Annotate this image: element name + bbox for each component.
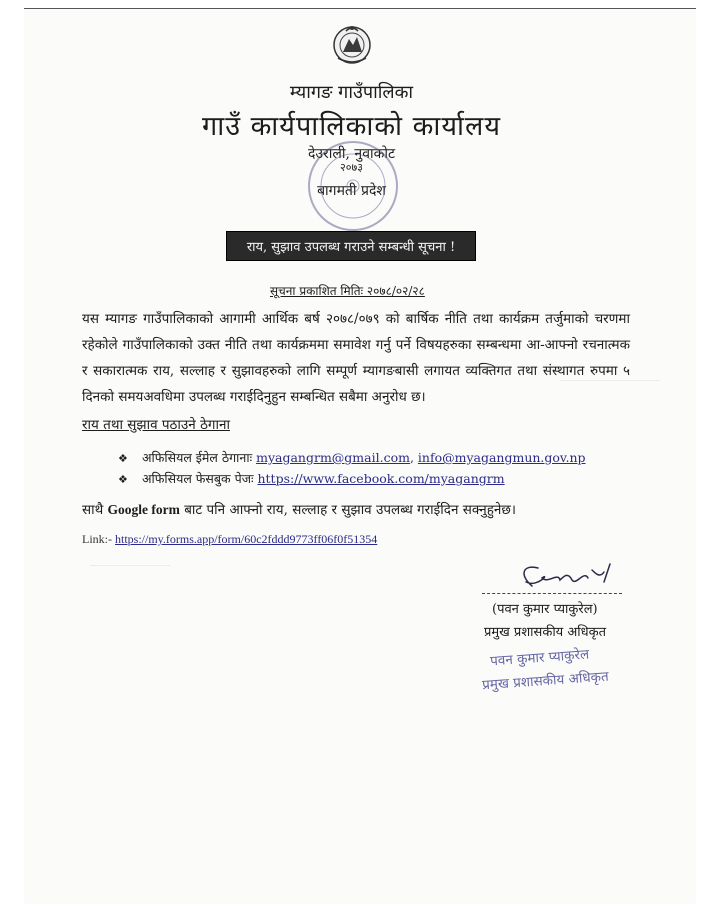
bleed-through-mark — [90, 565, 170, 566]
office-address-line1: देउराली, नुवाकोट — [307, 146, 396, 162]
signatory-stamp-name: पवन कुमार प्याकुरेल — [489, 646, 590, 670]
email-link-primary[interactable]: myagangrm@gmail.com — [256, 450, 410, 465]
signatory-title: प्रमुख प्रशासकीय अधिकृत — [484, 625, 607, 640]
email-link-secondary[interactable]: info@myagangmun.gov.np — [417, 450, 586, 465]
facebook-contact-row — [118, 470, 505, 487]
signatory-name: (पवन कुमार प्याकुरेल) — [492, 602, 598, 617]
google-form-brand: Google form — [107, 502, 180, 517]
form-link-label: Link:- — [82, 532, 112, 546]
office-round-stamp-icon — [305, 138, 401, 234]
published-date: सूचना प्रकाशित मितिः २०७८/०२/२८ — [270, 284, 425, 298]
municipality-name: म्यागङ गाउँपालिका — [289, 82, 414, 103]
office-name: गाउँ कार्यपालिकाको कार्यालय — [202, 111, 501, 142]
notice-title-banner — [226, 231, 476, 261]
google-form-note — [82, 500, 516, 518]
form-link-row — [82, 532, 377, 547]
google-form-suffix: बाट पनि आफ्नो राय, सल्लाह र सुझाव उपलब्ध गराईदिन सक्नुहुनेछ। — [184, 502, 516, 518]
submission-heading: राय तथा सुझाव पठाउने ठेगाना — [82, 417, 230, 433]
signature-line — [482, 593, 622, 594]
nepal-emblem-icon — [330, 22, 374, 66]
established-year: २०७३ — [340, 161, 363, 174]
diamond-bullet-icon: ❖ — [118, 452, 128, 465]
notice-title: राय, सुझाव उपलब्ध गराउने सम्बन्धी सूचना ! — [246, 240, 456, 255]
facebook-link[interactable]: https://www.facebook.com/myagangrm — [257, 471, 505, 486]
email-label: अफिसियल ईमेल ठेगानाः — [141, 450, 253, 465]
diamond-bullet-icon: ❖ — [118, 473, 128, 486]
form-link[interactable]: https://my.forms.app/form/60c2fddd9773ff06f0f51354 — [115, 532, 378, 546]
google-form-prefix: साथै — [82, 502, 104, 518]
signatory-stamp-title: प्रमुख प्रशासकीय अधिकृत — [481, 668, 610, 694]
office-address-line2: बागमती प्रदेश — [317, 183, 386, 199]
notice-body: यस म्यागङ गाउँपालिकाको आगामी आर्थिक बर्ष २०७८/०७९ को बार्षिक नीति तथा कार्यक्रम तर्जुमाको चरणमा रहेकोले गाउँपालिकाको उक्त नीति तथा कार्यक्रममा समावेश गर्नु पर्ने विषयहरुका सम्बन्धमा आ-आफ्नो रचनात्मक र सकारात्मक राय, सल्लाह र सुझावहरुको लागि सम्पूर्ण म्यागङबासी लगायत व्यक्तिगत तथा संस्थागत रुपमा ५ दिनको समयअवधिमा उपलब्ध गराईदिनुहुन सम्बन्धित सबैमा अनुरोध छ। — [82, 311, 630, 405]
facebook-label: अफिसियल फेसबुक पेजः — [141, 471, 254, 486]
email-contact-row: ❖ अफिसियल ईमेल ठेगानाः myagangrm@gmail.com, info@myagangmun.gov.np — [118, 450, 586, 465]
